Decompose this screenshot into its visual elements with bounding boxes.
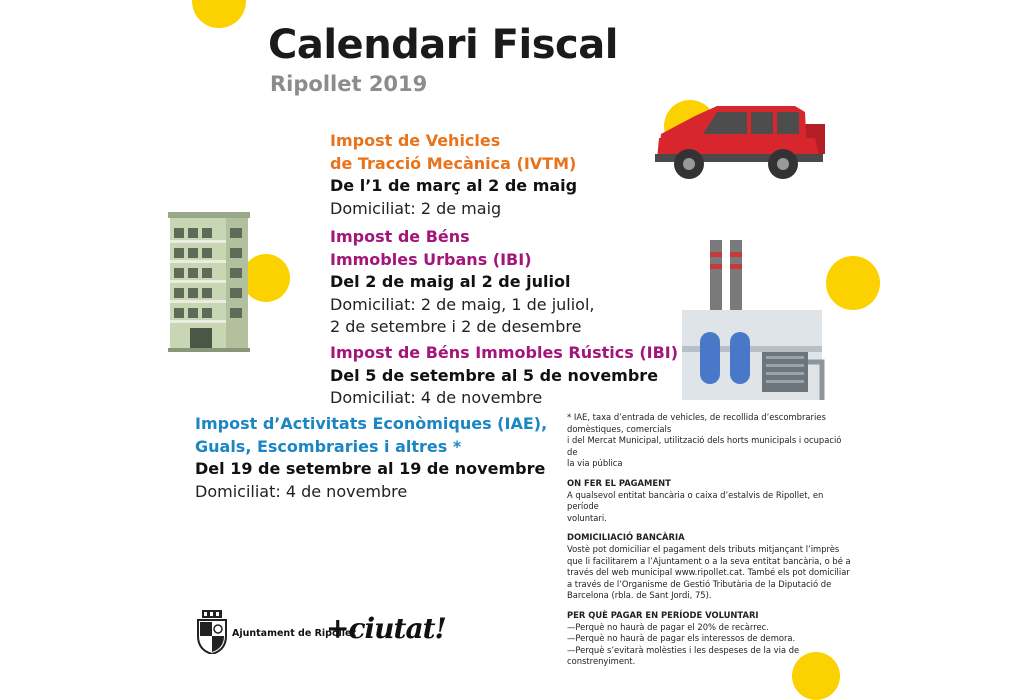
tax-title-line: Impost de Béns <box>330 227 470 246</box>
yellow-dot-top <box>192 0 246 28</box>
note-line: Barcelona (rbla. de Sant Jordi, 75). <box>567 590 712 601</box>
page-title: Calendari Fiscal <box>268 22 618 68</box>
tax-title-line: Immobles Urbans (IBI) <box>330 249 532 269</box>
building-icon <box>168 212 250 352</box>
notes-section <box>567 412 852 676</box>
note-line: constrenyiment. <box>567 656 636 667</box>
coat-of-arms-icon <box>196 610 228 654</box>
note-line: que li facilitarem a l’Ajuntament o a la seva entitat bancària, o bé a <box>567 555 851 566</box>
tax-title-line: de Tracció Mecànica (IVTM) <box>330 153 577 173</box>
note-line: A qualsevol entitat bancària o caixa d’estalvis de Ripollet, en període <box>567 489 824 512</box>
note-line: Vostè pot domiciliar el pagament dels tributs mitjançant l’imprès <box>567 543 840 554</box>
tax-ivtm <box>330 130 577 220</box>
note-line: domèstiques, comercials <box>567 423 672 434</box>
tax-title-line: Impost de Béns Immobles Rústics (IBI) <box>330 343 679 362</box>
tax-iae <box>195 413 547 503</box>
note-line: —Perquè s’evitarà molèsties i les despeses de la via de <box>567 644 800 655</box>
why-text <box>567 622 852 668</box>
note-line: —Perquè no haurà de pagar el 20% de recàrrec. <box>567 621 769 632</box>
tax-title-line: Guals, Escombraries i altres * <box>195 436 462 456</box>
yellow-dot-factory <box>826 256 880 310</box>
asterisk-note <box>567 412 852 470</box>
tax-domiciled: Domiciliat: 2 de maig, 1 de juliol, <box>330 294 595 314</box>
payment-text <box>567 490 852 525</box>
note-line: voluntari. <box>567 512 607 523</box>
tax-dates: De l’1 de març al 2 de maig <box>330 176 578 195</box>
tax-title-line: Impost d’Activitats Econòmiques (IAE), <box>195 414 548 433</box>
note-line: través del web municipal www.ripollet.cat. També els pot domiciliar <box>567 567 850 578</box>
council-name: Ajuntament de Ripollet <box>232 628 356 639</box>
payment-heading: ON FER EL PAGAMENT <box>567 477 671 488</box>
tax-title-line: Impost de Vehicles <box>330 131 501 150</box>
tax-dates: Del 5 de setembre al 5 de novembre <box>330 365 659 385</box>
tax-ibi-urban <box>330 226 595 339</box>
note-line: a través de l’Organisme de Gestió Tributària de la Diputació de <box>567 578 832 589</box>
note-line: i del Mercat Municipal, utilització dels horts municipals i ocupació de <box>567 435 842 457</box>
direct-debit-heading: DOMICILIACIÓ BANCÀRIA <box>567 532 685 543</box>
car-icon <box>655 104 833 186</box>
slogan: +ciutat! <box>326 612 446 645</box>
tax-domiciled: 2 de setembre i 2 de desembre <box>330 317 582 336</box>
tax-dates: Del 19 de setembre al 19 de novembre <box>195 459 546 478</box>
why-heading: PER QUÈ PAGAR EN PERÍODE VOLUNTARI <box>567 609 759 620</box>
tax-ibi-rustic <box>330 342 678 410</box>
tax-domiciled: Domiciliat: 4 de novembre <box>330 388 543 407</box>
tax-domiciled: Domiciliat: 4 de novembre <box>195 481 408 501</box>
factory-icon <box>682 240 830 400</box>
note-line: * IAE, taxa d’entrada de vehicles, de recollida d’escombraries <box>567 412 826 422</box>
page-subtitle: Ripollet 2019 <box>270 72 428 96</box>
direct-debit-text <box>567 544 852 602</box>
note-line: —Perquè no haurà de pagar els interessos de demora. <box>567 633 796 644</box>
tax-domiciled: Domiciliat: 2 de maig <box>330 198 502 218</box>
tax-dates: Del 2 de maig al 2 de juliol <box>330 272 571 291</box>
note-line: la via pública <box>567 458 623 469</box>
